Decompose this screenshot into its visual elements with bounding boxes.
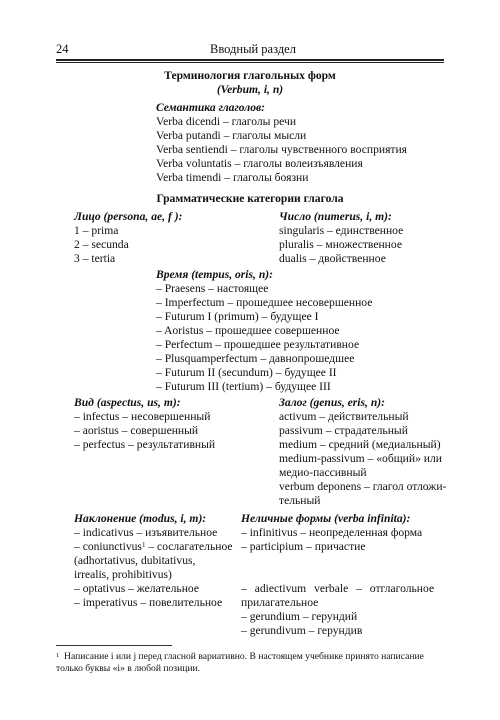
list-item: verbum deponens – глагол отложи- (279, 480, 447, 493)
list-item: – indicativus – изъявительное (74, 526, 218, 539)
aspect-heading: Вид (aspectus, us, m): (74, 396, 181, 409)
list-item: – Imperfectum – прошедшее несовершенное (156, 296, 373, 309)
list-item: passivum – страдательный (279, 424, 408, 437)
list-item: – Futurum III (tertium) – будущее III (156, 380, 331, 393)
list-item (74, 540, 233, 554)
footnote-text-line1: Написание i или j перед гласной вариативно. В настоящем учебнике принято написание (64, 651, 424, 662)
footnote-marker: 1 (141, 541, 146, 549)
list-item: – imperativus – повелительное (74, 596, 223, 609)
list-item: activum – действительный (279, 410, 409, 423)
list-item: – Praesens – настоящее (156, 282, 269, 295)
list-item: – participium – причастие (241, 540, 366, 553)
footnote-number: 1 (56, 652, 60, 659)
list-item: Verba timendi – глаголы боязни (156, 171, 309, 184)
list-item: – gerundium – герундий (241, 610, 358, 623)
list-item: – perfectus – результативный (74, 438, 216, 451)
list-item: – Plusquamperfectum – давнопрошедшее (156, 352, 355, 365)
section-heading: Грамматические категории глагола (156, 192, 344, 205)
list-item: – Perfectum – прошедшее результативное (156, 338, 360, 351)
list-item: 2 – secunda (74, 238, 129, 251)
list-item: – adiectivum verbale – отглагольное (241, 582, 435, 595)
footnote (56, 651, 444, 675)
list-item: pluralis – множественное (279, 238, 402, 251)
footnote-rule (56, 645, 172, 646)
list-item: medium – средний (медиальный) (279, 438, 441, 451)
list-item: медио-пассивный (279, 466, 367, 479)
list-item: 3 – tertia (74, 252, 116, 265)
list-item: Verba voluntatis – глаголы волеизъявления (156, 157, 363, 170)
list-item: 1 – prima (74, 224, 119, 237)
list-item: singularis – единственное (279, 224, 404, 237)
list-item-term: – coniunctivus (74, 540, 142, 553)
page-number: 24 (56, 42, 69, 56)
list-item: (adhortativus, dubitativus, (74, 554, 196, 567)
list-item: Verba putandi – глаголы мысли (156, 129, 307, 142)
list-item: – Futurum II (secundum) – будущее II (156, 366, 337, 379)
list-item-translation: – сослагательное (148, 540, 233, 553)
voice-heading: Залог (genus, eris, n): (279, 396, 385, 409)
number-heading: Число (numerus, i, m): (279, 210, 392, 223)
header-rule-thin (56, 62, 444, 63)
list-item: Verba dicendi – глаголы речи (156, 115, 297, 128)
list-item: Verba sentiendi – глаголы чувственного восприятия (156, 143, 408, 156)
list-item: – optativus – желательное (74, 582, 200, 595)
nonfinite-heading: Неличные формы (verba infinita): (241, 512, 411, 525)
list-item: – aoristus – совершенный (74, 424, 199, 437)
list-item: тельный (279, 494, 321, 507)
list-item: irrealis, prohibitivus) (74, 568, 172, 581)
footnote-text-line2: только буквы «i» в любой позиции. (56, 663, 201, 674)
person-heading: Лицо (persona, ae, f ): (74, 210, 183, 223)
list-item: – infectus – несовершенный (74, 410, 211, 423)
list-item: – Futurum I (primum) – будущее I (156, 310, 319, 323)
list-item: medium-passivum – «общий» или (279, 452, 442, 465)
list-item: – infinitivus – неопределенная форма (241, 526, 423, 539)
mood-heading: Наклонение (modus, i, m): (74, 512, 207, 525)
list-item: dualis – двойственное (279, 252, 386, 265)
page-subtitle: (Verbum, i, n) (216, 83, 284, 96)
page-title: Терминология глагольных форм (164, 69, 336, 82)
tense-heading: Время (tempus, oris, n): (156, 268, 274, 281)
header-rule-thick (56, 59, 444, 61)
running-header: Вводный раздел (210, 42, 296, 56)
semantics-heading: Семантика глаголов: (156, 101, 266, 114)
list-item: – gerundivum – герундив (241, 624, 363, 637)
list-item: – Aoristus – прошедшее совершенное (156, 324, 340, 337)
list-item: прилагательное (241, 596, 319, 609)
